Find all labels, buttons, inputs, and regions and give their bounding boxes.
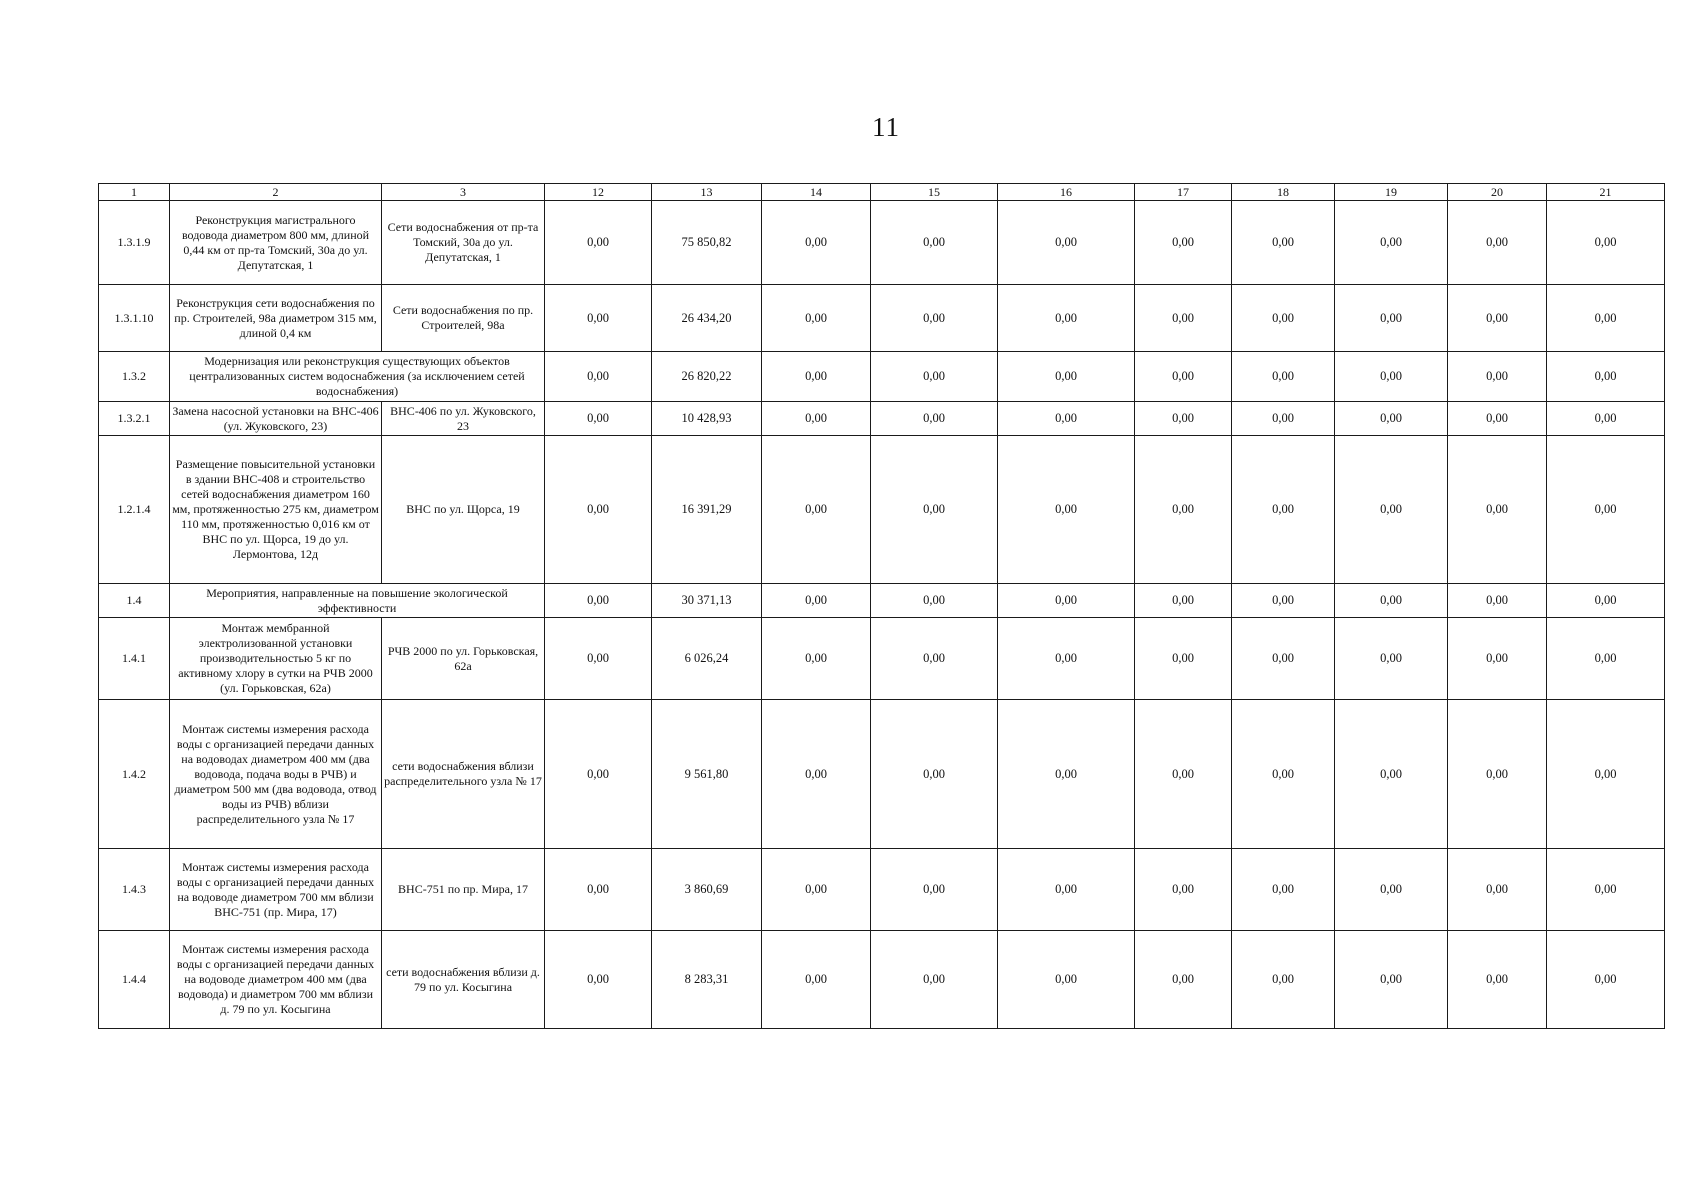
value-cell: 0,00 — [1448, 584, 1547, 618]
value-cell: 0,00 — [871, 436, 998, 584]
value-cell: 0,00 — [1135, 584, 1232, 618]
row-name: Монтаж системы измерения расхода воды с организацией передачи данных на водоводах диаметром 400 мм (два водовода, подача воды в РЧВ) и диаметром 500 мм (два водовода, отвод воды из РЧВ) вблизи распределительного узла № 17 — [170, 700, 382, 849]
row-location: сети водоснабжения вблизи д. 79 по ул. Косыгина — [382, 931, 545, 1029]
value-cell: 0,00 — [1232, 931, 1335, 1029]
row-location: Сети водоснабжения по пр. Строителей, 98а — [382, 285, 545, 352]
value-cell: 0,00 — [762, 201, 871, 285]
column-header: 12 — [545, 184, 652, 201]
value-cell: 0,00 — [998, 285, 1135, 352]
value-cell: 0,00 — [1547, 618, 1665, 700]
value-cell: 0,00 — [762, 285, 871, 352]
column-header: 2 — [170, 184, 382, 201]
value-cell: 0,00 — [762, 849, 871, 931]
value-cell: 0,00 — [545, 352, 652, 402]
value-cell: 0,00 — [1547, 849, 1665, 931]
value-cell: 0,00 — [762, 436, 871, 584]
value-cell: 0,00 — [545, 618, 652, 700]
section-title: Модернизация или реконструкция существующих объектов централизованных систем водоснабжения (за исключением сетей водоснабжения) — [170, 352, 545, 402]
table-row — [99, 618, 1665, 700]
value-cell: 0,00 — [1232, 402, 1335, 436]
column-number-row — [99, 184, 1665, 201]
value-cell: 0,00 — [998, 849, 1135, 931]
value-cell: 0,00 — [1335, 436, 1448, 584]
value-cell: 0,00 — [1135, 931, 1232, 1029]
value-cell: 0,00 — [1448, 618, 1547, 700]
page-number: 11 — [872, 112, 900, 142]
value-cell: 0,00 — [762, 352, 871, 402]
value-cell: 0,00 — [545, 201, 652, 285]
row-name: Замена насосной установки на ВНС-406 (ул. Жуковского, 23) — [170, 402, 382, 436]
value-cell: 9 561,80 — [652, 700, 762, 849]
value-cell: 0,00 — [871, 849, 998, 931]
value-cell: 0,00 — [762, 700, 871, 849]
investment-table — [98, 183, 1665, 1029]
value-cell: 0,00 — [1135, 402, 1232, 436]
value-cell: 0,00 — [1135, 700, 1232, 849]
value-cell: 0,00 — [1547, 352, 1665, 402]
value-cell: 0,00 — [998, 700, 1135, 849]
value-cell: 0,00 — [1335, 584, 1448, 618]
value-cell: 0,00 — [998, 402, 1135, 436]
value-cell: 0,00 — [1448, 931, 1547, 1029]
value-cell: 0,00 — [1448, 700, 1547, 849]
value-cell: 0,00 — [545, 436, 652, 584]
row-code: 1.4 — [99, 584, 170, 618]
row-location: ВНС-751 по пр. Мира, 17 — [382, 849, 545, 931]
row-code: 1.4.2 — [99, 700, 170, 849]
table-row — [99, 700, 1665, 849]
value-cell: 0,00 — [871, 584, 998, 618]
value-cell: 0,00 — [998, 352, 1135, 402]
value-cell: 0,00 — [1232, 849, 1335, 931]
value-cell: 0,00 — [1335, 700, 1448, 849]
value-cell: 0,00 — [1135, 618, 1232, 700]
value-cell: 0,00 — [1448, 436, 1547, 584]
value-cell: 0,00 — [1448, 352, 1547, 402]
row-location: ВНС-406 по ул. Жуковского, 23 — [382, 402, 545, 436]
value-cell: 0,00 — [871, 285, 998, 352]
value-cell: 30 371,13 — [652, 584, 762, 618]
value-cell: 26 434,20 — [652, 285, 762, 352]
value-cell: 0,00 — [1448, 849, 1547, 931]
value-cell: 0,00 — [1135, 201, 1232, 285]
value-cell: 0,00 — [1448, 201, 1547, 285]
row-location: Сети водоснабжения от пр-та Томский, 30а до ул. Депутатская, 1 — [382, 201, 545, 285]
value-cell: 0,00 — [545, 402, 652, 436]
value-cell: 0,00 — [871, 352, 998, 402]
value-cell: 0,00 — [1232, 584, 1335, 618]
value-cell: 0,00 — [871, 618, 998, 700]
row-code: 1.3.2 — [99, 352, 170, 402]
value-cell: 0,00 — [762, 618, 871, 700]
value-cell: 0,00 — [1335, 931, 1448, 1029]
table-row — [99, 436, 1665, 584]
value-cell: 0,00 — [998, 931, 1135, 1029]
row-name: Монтаж мембранной электролизованной установки производительностью 5 кг по активному хлору в сутки на РЧВ 2000 (ул. Горьковская, 62а) — [170, 618, 382, 700]
value-cell: 16 391,29 — [652, 436, 762, 584]
row-location: сети водоснабжения вблизи распределительного узла № 17 — [382, 700, 545, 849]
value-cell: 0,00 — [545, 849, 652, 931]
value-cell: 0,00 — [762, 584, 871, 618]
column-header: 18 — [1232, 184, 1335, 201]
value-cell: 6 026,24 — [652, 618, 762, 700]
row-code: 1.3.1.9 — [99, 201, 170, 285]
value-cell: 0,00 — [1232, 352, 1335, 402]
row-name: Реконструкция магистрального водовода диаметром 800 мм, длиной 0,44 км от пр-та Томский, 30а до ул. Депутатская, 1 — [170, 201, 382, 285]
value-cell: 0,00 — [1547, 931, 1665, 1029]
value-cell: 0,00 — [871, 700, 998, 849]
table-row — [99, 402, 1665, 436]
table-row — [99, 285, 1665, 352]
value-cell: 0,00 — [762, 402, 871, 436]
column-header: 16 — [998, 184, 1135, 201]
value-cell: 0,00 — [871, 931, 998, 1029]
value-cell: 0,00 — [1135, 352, 1232, 402]
row-code: 1.4.1 — [99, 618, 170, 700]
value-cell: 0,00 — [1335, 618, 1448, 700]
value-cell: 0,00 — [1448, 285, 1547, 352]
value-cell: 0,00 — [1547, 584, 1665, 618]
value-cell: 0,00 — [1232, 618, 1335, 700]
row-name: Размещение повысительной установки в здании ВНС-408 и строительство сетей водоснабжения диаметром 160 мм, протяженностью 275 км, диаметром 110 мм, протяженностью 0,016 км от ВНС по ул. Щорса, 19 до ул. Лермонтова, 12д — [170, 436, 382, 584]
row-code: 1.4.4 — [99, 931, 170, 1029]
value-cell: 0,00 — [998, 584, 1135, 618]
value-cell: 0,00 — [1547, 402, 1665, 436]
value-cell: 0,00 — [871, 201, 998, 285]
row-name: Монтаж системы измерения расхода воды с организацией передачи данных на водоводе диаметром 700 мм вблизи ВНС-751 (пр. Мира, 17) — [170, 849, 382, 931]
section-title: Мероприятия, направленные на повышение экологической эффективности — [170, 584, 545, 618]
row-code: 1.3.2.1 — [99, 402, 170, 436]
row-code: 1.4.3 — [99, 849, 170, 931]
value-cell: 0,00 — [1232, 700, 1335, 849]
value-cell: 0,00 — [1547, 285, 1665, 352]
value-cell: 0,00 — [1232, 201, 1335, 285]
value-cell: 75 850,82 — [652, 201, 762, 285]
value-cell: 0,00 — [1335, 285, 1448, 352]
value-cell: 0,00 — [1547, 700, 1665, 849]
value-cell: 0,00 — [1547, 436, 1665, 584]
value-cell: 0,00 — [998, 436, 1135, 584]
row-code: 1.2.1.4 — [99, 436, 170, 584]
value-cell: 0,00 — [1335, 201, 1448, 285]
value-cell: 0,00 — [871, 402, 998, 436]
column-header: 14 — [762, 184, 871, 201]
column-header: 1 — [99, 184, 170, 201]
table-row — [99, 931, 1665, 1029]
value-cell: 10 428,93 — [652, 402, 762, 436]
value-cell: 0,00 — [1448, 402, 1547, 436]
column-header: 17 — [1135, 184, 1232, 201]
row-name: Реконструкция сети водоснабжения по пр. Строителей, 98а диаметром 315 мм, длиной 0,4 км — [170, 285, 382, 352]
table-row — [99, 352, 1665, 402]
value-cell: 0,00 — [545, 285, 652, 352]
value-cell: 0,00 — [545, 931, 652, 1029]
value-cell: 8 283,31 — [652, 931, 762, 1029]
column-header: 21 — [1547, 184, 1665, 201]
row-location: РЧВ 2000 по ул. Горьковская, 62а — [382, 618, 545, 700]
value-cell: 0,00 — [1232, 285, 1335, 352]
value-cell: 0,00 — [545, 700, 652, 849]
value-cell: 0,00 — [1547, 201, 1665, 285]
column-header: 3 — [382, 184, 545, 201]
value-cell: 0,00 — [1335, 402, 1448, 436]
value-cell: 0,00 — [1232, 436, 1335, 584]
value-cell: 0,00 — [1135, 436, 1232, 584]
value-cell: 0,00 — [998, 618, 1135, 700]
table-row — [99, 201, 1665, 285]
value-cell: 0,00 — [1335, 849, 1448, 931]
row-location: ВНС по ул. Щорса, 19 — [382, 436, 545, 584]
table-row — [99, 584, 1665, 618]
row-name: Монтаж системы измерения расхода воды с организацией передачи данных на водоводе диаметром 400 мм (два водовода) и диаметром 700 мм вблизи д. 79 по ул. Косыгина — [170, 931, 382, 1029]
column-header: 19 — [1335, 184, 1448, 201]
value-cell: 0,00 — [762, 931, 871, 1029]
table-row — [99, 849, 1665, 931]
column-header: 20 — [1448, 184, 1547, 201]
row-code: 1.3.1.10 — [99, 285, 170, 352]
column-header: 13 — [652, 184, 762, 201]
value-cell: 0,00 — [1135, 285, 1232, 352]
value-cell: 0,00 — [1335, 352, 1448, 402]
value-cell: 0,00 — [998, 201, 1135, 285]
value-cell: 3 860,69 — [652, 849, 762, 931]
value-cell: 26 820,22 — [652, 352, 762, 402]
column-header: 15 — [871, 184, 998, 201]
value-cell: 0,00 — [545, 584, 652, 618]
value-cell: 0,00 — [1135, 849, 1232, 931]
